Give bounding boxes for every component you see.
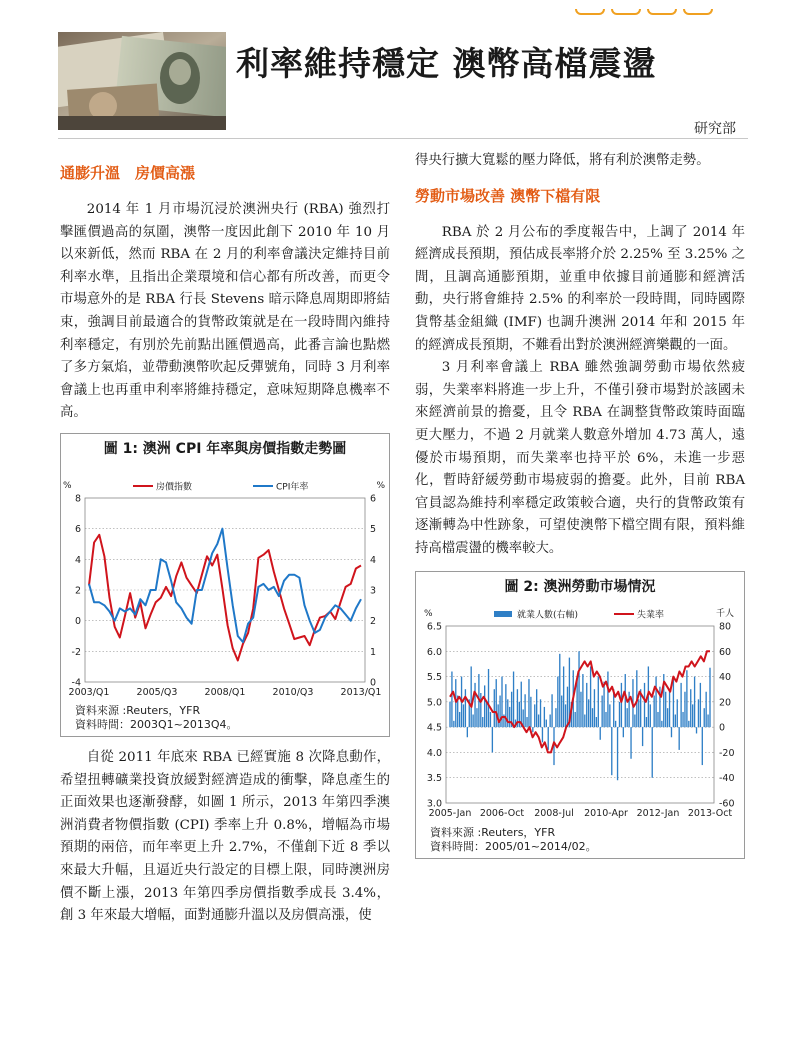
page-title: 利率維持穩定 澳幣高檔震盪: [236, 44, 657, 83]
y-left-tick-label: 4.0: [426, 747, 442, 759]
bar: [669, 689, 670, 727]
bar: [451, 671, 452, 727]
bar: [484, 685, 485, 727]
bar: [494, 689, 495, 727]
bar: [459, 711, 460, 726]
bar: [534, 704, 535, 727]
bar: [592, 708, 593, 727]
y-right-tick-label: -40: [719, 772, 735, 784]
bar: [675, 714, 676, 727]
y-left-tick-label: 8: [74, 493, 81, 505]
bar: [625, 674, 626, 727]
figure-2-legend: [494, 608, 664, 620]
y-right-tick-label: 60: [719, 646, 732, 658]
y-right-tick-label: 0: [370, 677, 377, 689]
bar: [586, 682, 587, 726]
bar: [463, 704, 464, 727]
bar: [521, 681, 522, 727]
bar: [490, 711, 491, 726]
bar: [688, 720, 689, 726]
bar: [575, 711, 576, 726]
bar: [465, 689, 466, 727]
bar: [476, 708, 477, 727]
bar: [542, 727, 543, 742]
y-right-tick-label: -20: [719, 747, 735, 759]
x-tick-label: 2010-Apr: [584, 807, 628, 819]
bar: [611, 727, 612, 775]
bar: [563, 666, 564, 727]
y-right-tick-label: 1: [370, 646, 377, 658]
bar: [623, 727, 624, 737]
figure-2-chart: [416, 598, 744, 822]
figure-1-axes: [63, 481, 385, 698]
figure-1-title: 圖 1: 澳洲 CPI 年率與房價指數走勢圖: [103, 440, 347, 457]
bar: [578, 651, 579, 727]
section-heading-inflation: 通膨升溫 房價高漲: [60, 164, 196, 182]
bar: [646, 717, 647, 727]
bar: [549, 714, 550, 727]
y-left-tick-label: 4.5: [426, 722, 442, 734]
figure-1-chart: [61, 460, 389, 700]
y-left-tick-label: 2: [74, 585, 81, 597]
bar: [519, 701, 520, 726]
bar: [449, 701, 450, 726]
bar: [696, 727, 697, 733]
bar: [652, 727, 653, 778]
y-left-tick-label: -2: [71, 646, 81, 658]
y-left-tick-label: 3.5: [426, 772, 442, 784]
legend-label: 房價指數: [156, 482, 193, 493]
bar: [692, 704, 693, 727]
figure-1-lines: [89, 529, 361, 661]
header-divider: [58, 138, 748, 139]
bar: [540, 699, 541, 727]
bar: [594, 689, 595, 727]
bar: [559, 653, 560, 726]
bar: [524, 694, 525, 727]
bar: [665, 691, 666, 726]
y-right-tick-label: 6: [370, 493, 377, 505]
figure-2: [415, 571, 745, 859]
bar: [509, 706, 510, 726]
figure-2-source: 資料來源 :Reuters，YFR: [430, 825, 556, 839]
right-column: [415, 150, 745, 859]
bar: [705, 691, 706, 726]
bar: [588, 699, 589, 727]
bar: [538, 714, 539, 727]
bar: [548, 727, 549, 750]
bar: [650, 704, 651, 727]
bar: [555, 708, 556, 727]
bar: [679, 727, 680, 750]
series-line: [89, 529, 361, 642]
bar: [472, 714, 473, 727]
right-axis-unit: 千人: [715, 608, 734, 619]
bar: [621, 682, 622, 726]
legend-label: CPI年率: [276, 482, 309, 493]
y-right-tick-label: 4: [370, 554, 377, 566]
legend-swatch: [494, 611, 512, 617]
legend-label: 就業人數(右軸): [517, 610, 579, 620]
x-tick-label: 2013/Q1: [340, 686, 382, 698]
bar: [644, 682, 645, 726]
bar: [467, 727, 468, 737]
bar: [601, 695, 602, 727]
paragraph-3: RBA 於 2 月公布的季度報告中，上調了 2014 年經濟成長預期，預估成長率將介於 2.25% 至 3.25% 之間，且調高通膨預期，並重申依據目前通膨和經濟活動，央行將會維持 2.5% 的利率於一段時間，同時國際貨幣基金組織 (IMF) 也調升澳洲 2014 年和 2015 年的經濟成長預期，不難看出對於澳洲經濟樂觀的一面。: [415, 224, 745, 353]
bar: [474, 682, 475, 726]
y-right-tick-label: 5: [370, 524, 377, 536]
x-tick-label: 2005-Jan: [428, 807, 472, 819]
figure-1-source: 資料來源 :Reuters，YFR: [75, 703, 201, 717]
bar: [673, 679, 674, 727]
x-tick-label: 2010/Q3: [272, 686, 314, 698]
bar: [677, 699, 678, 727]
bar: [528, 679, 529, 727]
y-left-tick-label: 5.5: [426, 671, 442, 683]
bar: [513, 671, 514, 727]
bar: [496, 679, 497, 727]
bar: [661, 720, 662, 726]
bar: [682, 711, 683, 726]
bar: [482, 717, 483, 727]
bar: [455, 679, 456, 727]
x-tick-label: 2008/Q1: [204, 686, 246, 698]
figure-1: [60, 433, 390, 737]
bar: [630, 727, 631, 759]
y-right-tick-label: 3: [370, 585, 377, 597]
y-right-tick-label: 80: [719, 621, 732, 632]
bar: [667, 708, 668, 727]
bar: [590, 666, 591, 727]
bar: [617, 727, 618, 780]
bar: [605, 711, 606, 726]
bar: [596, 717, 597, 727]
x-tick-label: 2003/Q1: [68, 686, 110, 698]
bar: [634, 714, 635, 727]
bar: [526, 717, 527, 727]
bar: [565, 704, 566, 727]
bar: [532, 727, 533, 732]
bar: [615, 720, 616, 726]
y-right-tick-label: 20: [719, 696, 732, 708]
bar: [557, 676, 558, 727]
bar: [492, 727, 493, 752]
figure-2-title: 圖 2: 澳洲勞動市場情況: [504, 578, 656, 595]
banner-image: [58, 32, 226, 130]
author-label: 研究部: [694, 121, 736, 137]
top-decoration: [575, 0, 725, 8]
x-tick-label: 2008-Jul: [534, 807, 574, 819]
y-left-tick-label: 6: [74, 524, 81, 536]
bar: [707, 714, 708, 727]
y-left-tick-label: 5.0: [426, 696, 442, 708]
paragraph-4: 3 月利率會議上 RBA 雖然強調勞動市場依然疲弱，失業率料將進一步上升，不僅引發市場對於該國未來經濟前景的擔憂，且令 RBA 在調整貨幣政策時面臨更大壓力，不過 2 月就業人數意外增加 4.73 萬人，遠優於市場預期，而失業率也持平於 6%，未進一步惡化，暫時舒緩勞動市場疲弱的擔憂。此外，目前 RBA 官員認為維持利率穩定政策較合適，央行的貨幣政策有逐漸轉為中性跡象，可望使澳幣下檔空間有限，預料維持高檔震盪的機率較大。: [415, 360, 745, 556]
bar: [657, 711, 658, 726]
bar: [607, 671, 608, 727]
bar: [600, 727, 601, 740]
bar: [694, 676, 695, 727]
right-axis-unit: %: [376, 480, 385, 491]
figure-2-period: 資料時間：2005/01~2014/02。: [430, 839, 597, 853]
bar: [453, 720, 454, 726]
y-left-tick-label: 6.5: [426, 621, 442, 632]
bar: [690, 689, 691, 727]
bar: [627, 708, 628, 727]
y-right-tick-label: 40: [719, 671, 732, 683]
y-right-tick-label: 0: [719, 722, 726, 734]
paragraph-2: 自從 2011 年底來 RBA 已經實施 8 次降息動作，希望扭轉礦業投資放緩對經濟造成的衝擊，降息產生的正面效果也逐漸發酵，如圖 1 所示，2013 年第四季澳洲消費者物價指數 (CPI) 季率上升 0.8%，增幅為市場預期的兩倍，而年率更上升 2.7%，不僅創下近 8 季以來最大升幅，且逼近央行設定的目標上限，同時澳洲房價不斷上漲，2013 年第四季房價指數季成長 3.4%，創 3 年來最大增幅，面對通膨升溫以及房價高漲，使: [60, 749, 390, 924]
bar: [684, 691, 685, 726]
legend-label: 失業率: [637, 610, 665, 620]
paragraph-continued: 得央行擴大寬鬆的壓力降低，將有利於澳幣走勢。: [415, 153, 710, 168]
bar: [544, 706, 545, 726]
bar: [642, 727, 643, 746]
figure-1-period: 資料時間：2003Q1~2013Q4。: [75, 717, 238, 731]
x-tick-label: 2005/Q3: [136, 686, 178, 698]
bar: [486, 701, 487, 726]
bar: [709, 667, 710, 726]
bar: [702, 727, 703, 765]
bar: [698, 699, 699, 727]
bar: [638, 699, 639, 727]
left-column: [60, 150, 390, 928]
paragraph-1: 2014 年 1 月市場沉浸於澳洲央行 (RBA) 強烈打擊匯價過高的氛圍，澳幣一度因此創下 2010 年 10 月以來新低，然而 RBA 在 2 月的利率會議決定維持目前利率水準，且指出企業環境和信心都有所改善，而更令市場意外的是 RBA 行長 Stevens 暗示降息周期即將結束，強調目前最適合的貨幣政策就是在一段時間內維持利率穩定，有別於先前點出匯價過高，此番言論也點燃了多方氣焰，並帶動澳幣吹起反彈號角，同時 3 月利率會議上也再重申利率將維持穩定，意味短期降息機率不高。: [60, 202, 390, 421]
y-left-tick-label: 0: [74, 616, 81, 628]
y-left-tick-label: -4: [71, 677, 81, 689]
bar: [686, 670, 687, 727]
bar: [680, 682, 681, 726]
left-axis-unit: %: [424, 608, 433, 619]
bar: [603, 681, 604, 727]
left-axis-unit: %: [63, 480, 72, 491]
bar: [546, 719, 547, 727]
bar: [704, 708, 705, 727]
x-tick-label: 2013-Oct: [687, 807, 733, 819]
y-right-tick-label: -60: [719, 798, 735, 809]
bar: [671, 727, 672, 737]
bar: [480, 693, 481, 727]
bar: [582, 674, 583, 727]
y-left-tick-label: 4: [74, 554, 81, 566]
bar: [488, 668, 489, 726]
bar: [598, 676, 599, 727]
bar: [536, 689, 537, 727]
bar: [471, 666, 472, 727]
x-tick-label: 2012-Jan: [636, 807, 680, 819]
bar: [580, 691, 581, 726]
y-left-tick-label: 6.0: [426, 646, 442, 658]
bar: [567, 686, 568, 726]
bar: [619, 701, 620, 726]
bar: [576, 679, 577, 727]
bar: [561, 695, 562, 727]
y-left-tick-label: 3.0: [426, 798, 442, 809]
x-tick-label: 2006-Oct: [479, 807, 525, 819]
bar: [700, 682, 701, 726]
bar: [551, 694, 552, 727]
figure-1-legend: [133, 480, 308, 492]
y-right-tick-label: 2: [370, 616, 377, 628]
bar: [609, 704, 610, 727]
bar: [530, 696, 531, 726]
bar: [655, 676, 656, 727]
bar: [653, 695, 654, 727]
section-heading-labor: 勞動市場改善 澳幣下檔有限: [415, 186, 601, 205]
bar: [584, 714, 585, 727]
